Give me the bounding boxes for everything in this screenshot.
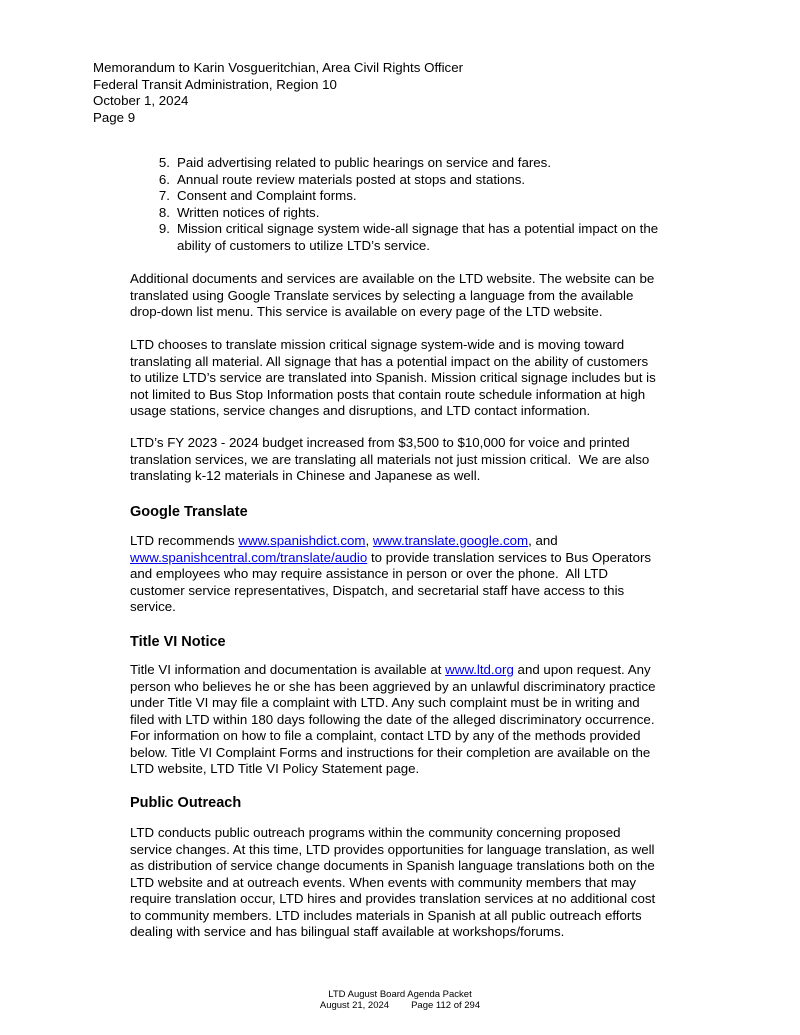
text-segment: filed with LTD within 180 days following the date of the alleged discriminatory occurrence. [130, 711, 655, 727]
text-line [130, 566, 651, 583]
text-line: Memorandum to Karin Vosgueritchian, Area Civil Rights Officer [93, 60, 464, 75]
list-item-text: Mission critical signage system wide-all signage that has a potential impact on the [177, 221, 659, 236]
paragraph-budget [130, 435, 649, 485]
list-item-text: Written notices of rights. [177, 204, 320, 220]
text-line [130, 662, 656, 679]
text-line [130, 842, 655, 859]
text-segment: below. Title VI Complaint Forms and instructions for their completion are available on the [130, 744, 651, 760]
text-line: translating k-12 materials in Chinese and Japanese as well. [130, 468, 481, 483]
text-line [130, 875, 655, 892]
text-line [130, 858, 655, 875]
list-number: 9. [158, 221, 170, 236]
list-item-text: Annual route review materials posted at stops and stations. [177, 171, 526, 187]
text-line: translating all material. All signage that has a potential impact on the ability of customers [130, 353, 649, 369]
list-item [152, 155, 658, 172]
text-line [130, 550, 651, 567]
text-segment: LTD website and at outreach events. When events with community members that may [130, 874, 636, 890]
text-line: to utilize LTD’s service are translated into Spanish. Mission critical signage includes but is [130, 370, 656, 385]
text-segment: LTD recommends [130, 533, 239, 548]
link-www-translate-google-com[interactable]: www.translate.google.com [372, 533, 529, 548]
text-segment: dealing with service and has bilingual staff available at workshops/forums. [130, 924, 565, 939]
footer-page-number: Page 112 of 294 [411, 1000, 481, 1011]
text-line [130, 695, 656, 712]
heading-google-translate: Google Translate [130, 504, 248, 520]
footer-packet-title: LTD August Board Agenda Packet [328, 989, 472, 1000]
link-www-ltd-org[interactable]: www.ltd.org [445, 662, 514, 677]
link-www-spanishcentral-com-translate-audio[interactable]: www.spanishcentral.com/translate/audio [130, 549, 368, 565]
text-line: October 1, 2024 [93, 93, 189, 108]
text-line [130, 728, 656, 745]
text-line [130, 908, 655, 925]
list-item [152, 221, 658, 254]
list-number: 8. [158, 204, 170, 220]
text-line [130, 533, 651, 550]
list-item [152, 172, 658, 189]
text-segment: person who believes he or she has been aggrieved by an unlawful discriminatory practice [130, 678, 656, 694]
text-segment: require translation occur, LTD hires and provides translation services at no additional cost [130, 891, 656, 906]
list-number: 7. [158, 188, 170, 203]
list-item-text: ability of customers to utilize LTD’s service. [177, 237, 430, 253]
text-line: Page 9 [93, 109, 136, 125]
text-segment: For information on how to file a complaint, contact LTD by any of the methods provided [130, 728, 641, 743]
list-item-text: Consent and Complaint forms. [177, 188, 357, 203]
text-line: LTD chooses to translate mission critical signage system-wide and is moving toward [130, 337, 625, 352]
text-line [130, 891, 655, 908]
list-item [152, 205, 658, 222]
text-line [130, 924, 655, 941]
text-line [130, 825, 655, 842]
text-segment: , and [528, 533, 558, 548]
text-line [130, 679, 656, 696]
text-line [130, 745, 656, 762]
text-segment: , [365, 533, 373, 548]
text-line [130, 761, 656, 778]
footer-date-page [0, 1000, 800, 1011]
footer-date: August 21, 2024 [319, 1000, 390, 1011]
paragraph-google-translate [130, 533, 651, 616]
list-item-text: Paid advertising related to public hearings on service and fares. [177, 155, 552, 170]
text-line: drop-down list menu. This service is available on every page of the LTD website. [130, 304, 603, 319]
list-item [152, 188, 658, 205]
list-number: 5. [158, 155, 170, 170]
text-line: not limited to Bus Stop Information posts that contain route schedule information at high [130, 386, 646, 402]
heading-title-vi: Title VI Notice [130, 634, 226, 650]
text-segment: and employees who may require assistance in person or over the phone. All LTD [130, 566, 608, 581]
paragraph-website [130, 271, 654, 321]
text-segment: LTD website, LTD Title VI Policy Statement page. [130, 761, 420, 776]
text-segment: Title VI information and documentation is available at [130, 662, 446, 677]
text-segment: and upon request. Any [513, 662, 651, 677]
text-segment: LTD conducts public outreach programs within the community concerning proposed [130, 825, 621, 840]
text-segment: service. [130, 599, 176, 614]
numbered-list [152, 155, 658, 254]
heading-public-outreach: Public Outreach [130, 795, 242, 811]
text-segment: service changes. At this time, LTD provides opportunities for language translation, as well [130, 841, 655, 857]
text-segment: as distribution of service change documents in Spanish language translations both on the [130, 858, 655, 873]
text-line [130, 599, 651, 616]
text-line: usage stations, service changes and disruptions, and LTD contact information. [130, 403, 591, 418]
paragraph-title-vi [130, 662, 656, 778]
text-line: LTD’s FY 2023 - 2024 budget increased from $3,500 to $10,000 for voice and printed [130, 435, 630, 450]
text-line [130, 712, 656, 729]
paragraph-signage [130, 337, 656, 420]
text-line: translated using Google Translate services by selecting a language from the available [130, 287, 634, 303]
memo-header [93, 60, 463, 126]
link-www-spanishdict-com[interactable]: www.spanishdict.com [238, 533, 366, 548]
text-segment: under Title VI may file a complaint with LTD. Any such complaint must be in writing and [130, 695, 640, 710]
text-line [130, 583, 651, 600]
text-segment: to community members. LTD includes materials in Spanish at all public outreach efforts [130, 907, 642, 923]
paragraph-public-outreach [130, 825, 655, 941]
page-footer [0, 989, 800, 1011]
text-line: Additional documents and services are available on the LTD website. The website can be [130, 271, 655, 286]
text-line: Federal Transit Administration, Region 10 [93, 76, 337, 92]
text-segment: customer service representatives, Dispatch, and secretarial staff have access to this [130, 582, 625, 598]
list-number: 6. [158, 171, 170, 187]
text-line: translation services, we are translating all materials not just mission critical. We are also [130, 451, 650, 467]
text-segment: to provide translation services to Bus Operators [367, 549, 652, 565]
